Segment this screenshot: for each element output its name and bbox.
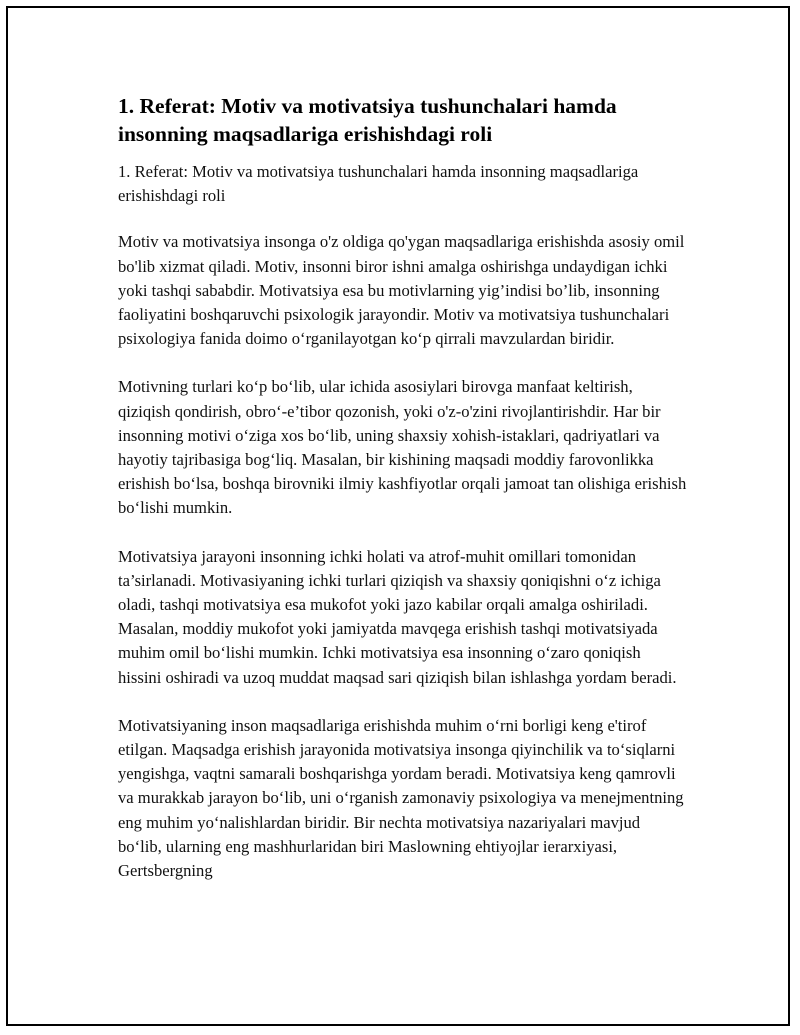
paragraph-4: Motivatsiyaning inson maqsadlariga erishishda muhim o‘rni borligi keng e'tirof etilgan. Maqsadga erishish jarayonida motivatsiya insonga qiyinchilik va to‘siqlarni yengishga, vaqtni samarali boshqarishga yordam beradi. Motivatsiya keng qamrovli va murakkab jarayon bo‘lib, uni o‘rganish zamonaviy psixologiya va menejmentning eng muhim yo‘nalishlardan biridir. Bir nechta motivatsiya nazariyalari mavjud bo‘lib, ularning eng mashhurlaridan biri Maslowning ehtiyojlar ierarxiyasi, Gertsbergning [118, 715, 684, 881]
document-subtitle: 1. Referat: Motiv va motivatsiya tushunchalari hamda insonning maqsadlariga erishishdagi roli [118, 162, 639, 206]
paragraph-1: Motiv va motivatsiya insonga o'z oldiga qo'ygan maqsadlariga erishishda asosiy omil bo'lib xizmat qiladi. Motiv, insonni biror ishni amalga oshirishga undaydigan ichki yoki tashqi sababdir. Motivatsiya esa bu motivlarning yig’indisi bo’lib, insonning faoliyatini boshqaruvchi psixologik jarayondir. Motiv va motivatsiya tushunchalari psixologiya fanida doimo o‘rganilayotgan ko‘p qirrali mavzulardan biridir. [118, 232, 685, 349]
document-heading: 1. Referat: Motiv va motivatsiya tushunchalari hamda insonning maqsadlariga erishishdagi roli [118, 94, 617, 146]
paragraph-2: Motivning turlari ko‘p bo‘lib, ular ichida asosiylari birovga manfaat keltirish, qiziqish qondirish, obro‘-e’tibor qozonish, yoki o'z-o'zini rivojlantirishdir. Har bir insonning motivi o‘ziga xos bo‘lib, uning shaxsiy xohish-istaklari, qadriyatlari va hayotiy tajribasiga bog‘liq. Masalan, bir kishining maqsadi moddiy farovonlikka erishish bo‘lsa, boshqa birovniki ilmiy kashfiyotlar orqali jamoat tan olishiga erishish bo‘lishi mumkin. [118, 377, 687, 518]
paragraph-3: Motivatsiya jarayoni insonning ichki holati va atrof-muhit omillari tomonidan ta’sirlanadi. Motivasiyaning ichki turlari qiziqish va shaxsiy qoniqishni o‘z ichiga oladi, tashqi motivatsiya esa mukofot yoki jazo kabilar orqali amalga oshiriladi. Masalan, moddiy mukofot yoki jamiyatda mavqega erishish tashqi motivatsiyada muhim omil bo‘lishi mumkin. Ichki motivatsiya esa insonning o‘zaro qoniqish hissini oshiradi va uzoq muddat maqsad sari qiziqish bilan ishlashga yordam beradi. [118, 546, 677, 687]
document-body [118, 92, 688, 907]
